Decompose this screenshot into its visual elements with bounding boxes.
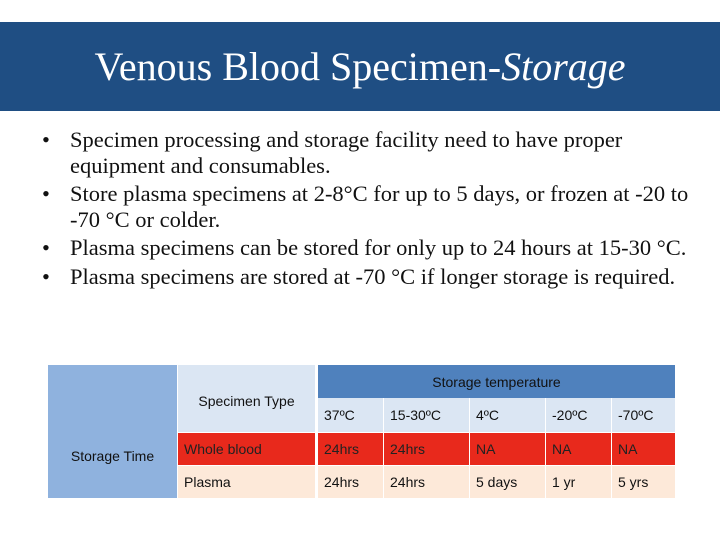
bullet-marker: • xyxy=(42,181,50,206)
table-cell: 5 days xyxy=(469,465,545,498)
specimen-type-header xyxy=(178,365,315,432)
title-bar xyxy=(0,22,720,111)
row-specimen-name: Whole blood xyxy=(178,432,315,465)
table-cell: 1 yr xyxy=(545,465,611,498)
storage-time-header xyxy=(48,365,178,498)
table-cell: 5 yrs xyxy=(611,465,675,498)
table-cell: NA xyxy=(545,432,611,465)
table-cell: NA xyxy=(611,432,675,465)
temp-header-cell: 15-30ºC xyxy=(383,398,469,431)
storage-table xyxy=(48,365,675,498)
slide-title-italic: Storage xyxy=(501,44,626,89)
table-cell: 24hrs xyxy=(315,432,383,465)
table-cell: 24hrs xyxy=(315,465,383,498)
temp-header-cell: -70ºC xyxy=(611,398,675,431)
bullet-text: Plasma specimens are stored at -70 °C if longer storage is required. xyxy=(70,263,676,289)
bullet-item xyxy=(42,264,692,290)
storage-temperature-label: Storage temperature xyxy=(432,373,561,390)
bullet-marker: • xyxy=(42,263,50,289)
storage-time-label: Storage Time xyxy=(70,447,155,464)
row-specimen-name: Plasma xyxy=(178,465,315,498)
specimen-type-label: Specimen Type xyxy=(198,393,295,410)
bullet-item xyxy=(42,181,692,232)
temp-header-cell: 4ºC xyxy=(469,398,545,431)
bullet-marker: • xyxy=(42,235,50,260)
bullet-text: Plasma specimens can be stored for only up to 24 hours at 15-30 °C. xyxy=(70,235,687,260)
temp-header-cell: -20ºC xyxy=(545,398,611,431)
bullet-text: Specimen processing and storage facility need to have proper equipment and consumables. xyxy=(70,127,623,178)
bullet-item xyxy=(42,235,692,261)
bullet-marker: • xyxy=(42,127,50,152)
storage-temperature-header xyxy=(315,365,675,398)
slide-title xyxy=(94,43,625,90)
bullet-list xyxy=(42,127,692,292)
table-cell: 24hrs xyxy=(383,465,469,498)
bullet-text: Store plasma specimens at 2-8°C for up to 5 days, or frozen at -20 to -70 °C or colder. xyxy=(70,181,689,232)
bullet-item xyxy=(42,127,692,178)
temp-header-cell: 37ºC xyxy=(315,398,383,431)
slide-title-main: Venous Blood Specimen- xyxy=(94,44,502,89)
table-cell: NA xyxy=(469,432,545,465)
table-cell: 24hrs xyxy=(383,432,469,465)
